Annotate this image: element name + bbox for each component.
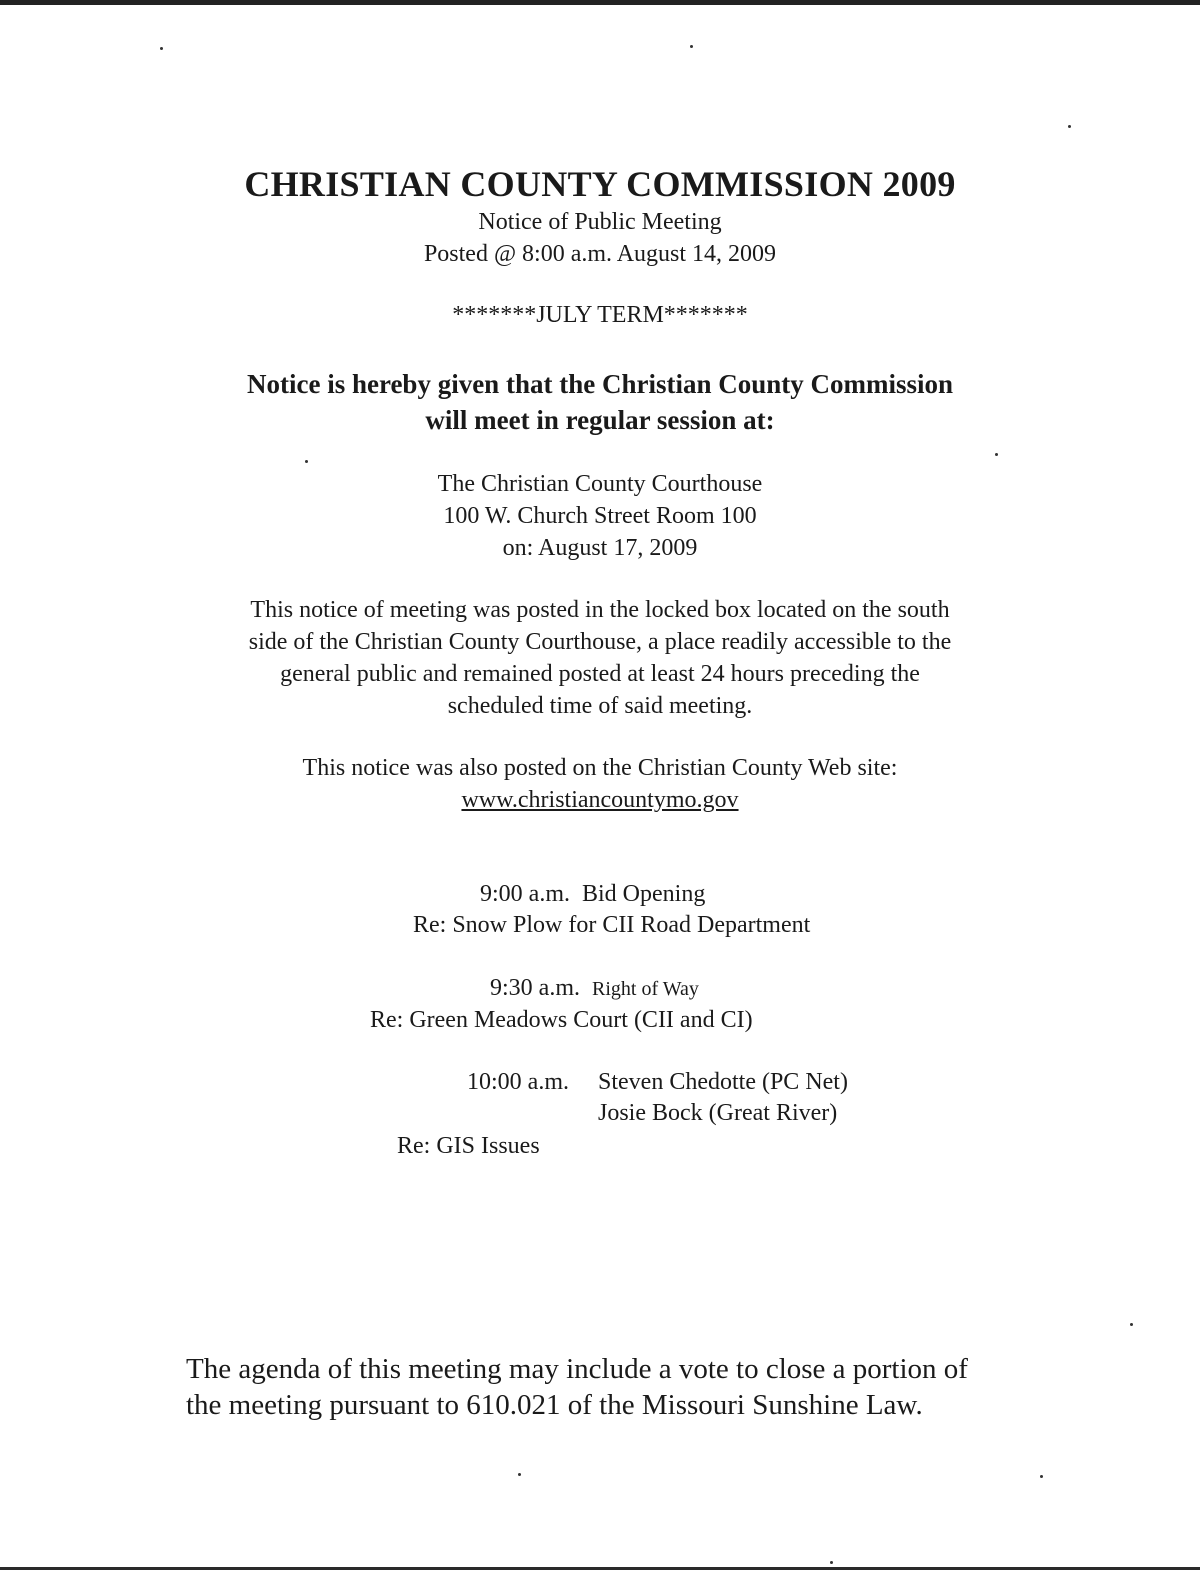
web-url-wrapper	[0, 787, 1200, 814]
notice-line-2: will meet in regular session at:	[425, 405, 775, 435]
web-posting-line: This notice was also posted on the Christian County Web site:	[302, 755, 898, 781]
scan-speck	[305, 460, 308, 463]
notice-line-1: Notice is hereby given that the Christian County Commission	[246, 369, 953, 399]
location-place: The Christian County Courthouse	[437, 471, 763, 497]
scan-speck	[995, 453, 998, 456]
scan-speck	[1068, 125, 1071, 128]
posting-line: scheduled time of said meeting.	[447, 693, 753, 719]
scan-speck	[160, 47, 163, 50]
posting-line: general public and remained posted at least 24 hours preceding the	[280, 661, 920, 687]
posted-time: Posted @ 8:00 a.m. August 14, 2009	[423, 241, 777, 267]
agenda-time-3: 10:00 a.m.	[467, 1069, 569, 1095]
agenda-title: Right of Way	[592, 978, 699, 1000]
agenda-title-3: Steven Chedotte (PC Net)	[598, 1069, 848, 1095]
agenda-title: Bid Opening	[582, 881, 706, 907]
closing-line-2: the meeting pursuant to 610.021 of the Missouri Sunshine Law.	[186, 1389, 923, 1421]
posting-line: side of the Christian County Courthouse, a place readily accessible to the	[248, 629, 952, 655]
bottom-border	[0, 1567, 1200, 1570]
meeting-date: on: August 17, 2009	[502, 535, 698, 561]
scan-speck	[518, 1473, 521, 1476]
scan-speck	[830, 1561, 833, 1564]
agenda-re-3: Re: GIS Issues	[397, 1133, 540, 1159]
website-link[interactable]: www.christiancountymo.gov	[461, 787, 739, 813]
agenda-time: 9:00 a.m.	[480, 881, 570, 907]
agenda-title-3b: Josie Bock (Great River)	[598, 1100, 838, 1126]
closing-line-1: The agenda of this meeting may include a vote to close a portion of	[186, 1353, 968, 1385]
agenda-re-1: Re: Snow Plow for CII Road Department	[413, 912, 811, 938]
scan-speck	[1130, 1323, 1133, 1326]
location-address: 100 W. Church Street Room 100	[443, 503, 757, 529]
scan-speck	[690, 45, 693, 48]
notice-subtitle: Notice of Public Meeting	[478, 209, 722, 235]
document-title: CHRISTIAN COUNTY COMMISSION 2009	[244, 164, 956, 204]
term-heading: *******JULY TERM*******	[452, 302, 748, 328]
agenda-time: 9:30 a.m.	[490, 975, 580, 1001]
scan-speck	[1040, 1475, 1043, 1478]
agenda-re-2: Re: Green Meadows Court (CII and CI)	[370, 1007, 753, 1033]
agenda-item-2	[490, 975, 699, 1002]
posting-line: This notice of meeting was posted in the locked box located on the south	[250, 597, 950, 623]
agenda-item-1	[480, 881, 705, 908]
